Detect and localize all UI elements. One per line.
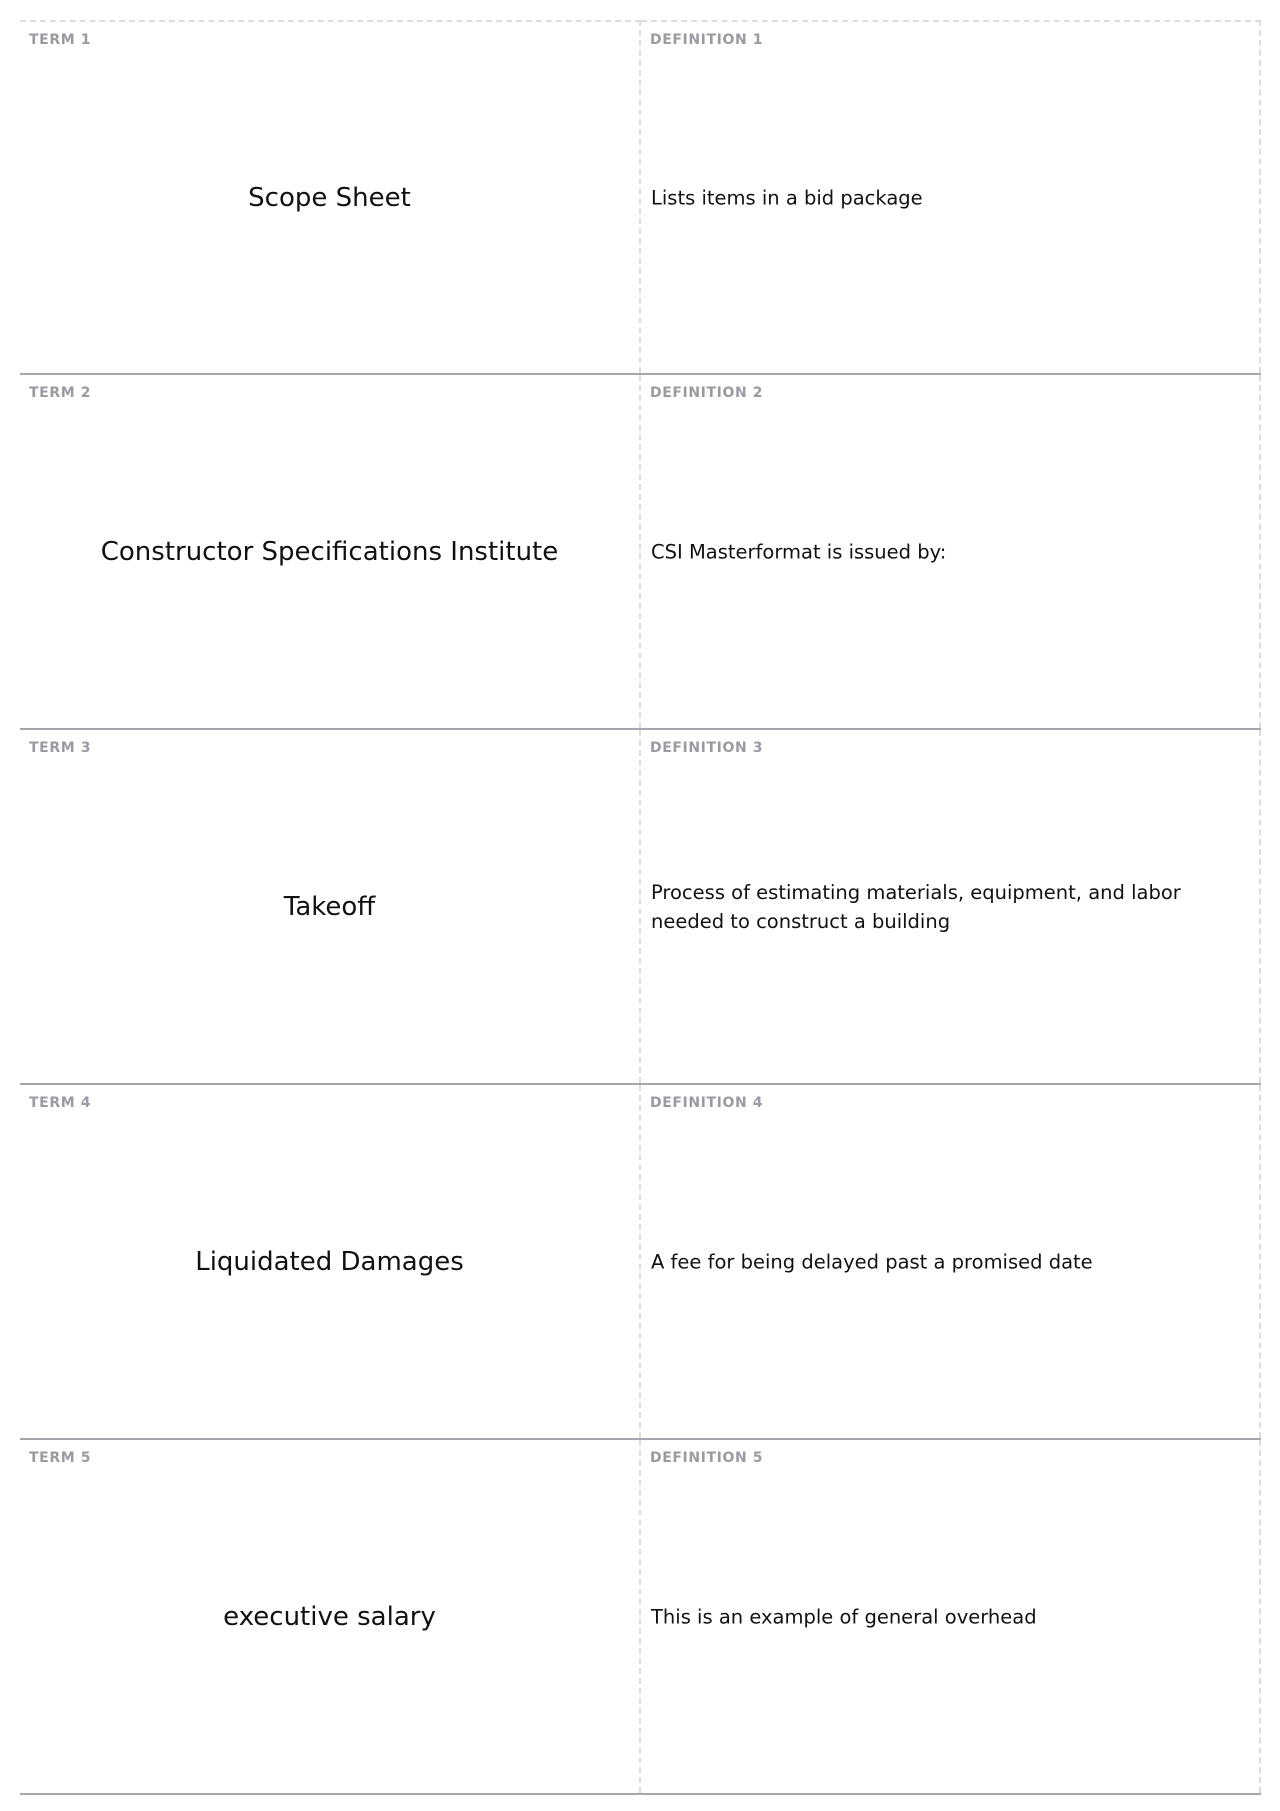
definition-text-3: Process of estimating materials, equipment, and labor needed to construct a building (651, 880, 1181, 933)
term-cell-4 (20, 1085, 641, 1438)
definition-cell-3 (641, 730, 1261, 1083)
flashcard-sheet (20, 20, 1261, 1795)
term-text-3: Takeoff (283, 891, 376, 922)
term-label-5: TERM 5 (29, 1450, 92, 1466)
term-cell-3 (20, 730, 641, 1083)
definition-label-1: DEFINITION 1 (650, 32, 764, 48)
term-text-4: Liquidated Damages (195, 1246, 464, 1277)
definition-cell-2 (641, 375, 1261, 728)
definition-label-3: DEFINITION 3 (650, 740, 764, 756)
term-cell-2 (20, 375, 641, 728)
definition-label-2: DEFINITION 2 (650, 385, 764, 401)
definition-text-4: A fee for being delayed past a promised date (651, 1250, 1093, 1273)
term-label-2: TERM 2 (29, 385, 92, 401)
flashcard-row-3 (20, 730, 1261, 1085)
term-text-1: Scope Sheet (248, 182, 411, 213)
definition-cell-5 (641, 1440, 1261, 1793)
term-text-2: Constructor Specifications Institute (100, 536, 559, 567)
term-label-4: TERM 4 (29, 1095, 92, 1111)
definition-text-5: This is an example of general overhead (651, 1605, 1037, 1628)
term-label-3: TERM 3 (29, 740, 92, 756)
flashcard-row-5 (20, 1440, 1261, 1795)
term-label-1: TERM 1 (29, 32, 92, 48)
term-text-5: executive salary (223, 1601, 436, 1632)
term-cell-1 (20, 20, 641, 373)
definition-cell-1 (641, 20, 1261, 373)
flashcard-row-4 (20, 1085, 1261, 1440)
definition-text-2: CSI Masterformat is issued by: (651, 540, 947, 563)
definition-text-1: Lists items in a bid package (651, 186, 923, 209)
definition-cell-4 (641, 1085, 1261, 1438)
term-cell-5 (20, 1440, 641, 1793)
flashcard-row-1 (20, 20, 1261, 375)
definition-label-4: DEFINITION 4 (650, 1095, 764, 1111)
definition-label-5: DEFINITION 5 (650, 1450, 764, 1466)
flashcard-row-2 (20, 375, 1261, 730)
